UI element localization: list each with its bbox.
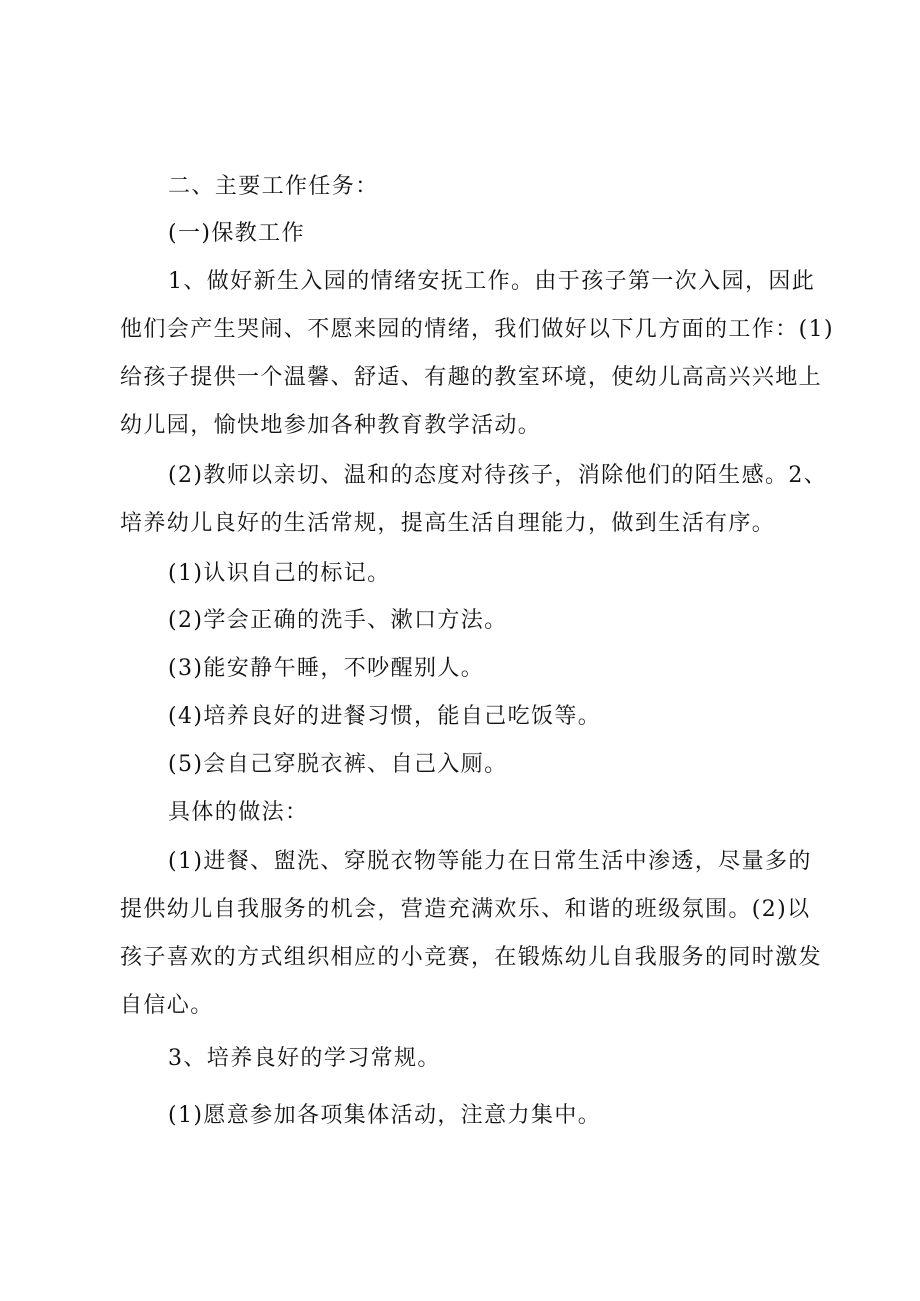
paragraph-line: (2)教师以亲切、温和的态度对待孩子，消除他们的陌生感。2、 (168, 463, 828, 488)
paragraph-line: 提供幼儿自我服务的机会，营造充满欢乐、和谐的班级氛围。(2)以 (120, 897, 811, 922)
paragraph-line: 培养幼儿良好的生活常规，提高生活自理能力，做到生活有序。 (120, 511, 776, 536)
list-item: (4)培养良好的进餐习惯，能自己吃饭等。 (168, 704, 602, 729)
paragraph-line: (1)进餐、盥洗、穿脱衣物等能力在日常生活中渗透，尽量多的 (168, 849, 812, 874)
list-item: (1)认识自己的标记。 (168, 561, 391, 586)
section-heading: 二、主要工作任务： (168, 174, 379, 199)
paragraph-heading: 具体的做法： (168, 800, 309, 825)
list-item: (2)学会正确的洗手、漱口方法。 (168, 608, 508, 633)
paragraph-line: 1、做好新生入园的情绪安抚工作。由于孩子第一次入园，因此 (168, 269, 816, 294)
paragraph-line: 幼儿园，愉快地参加各种教育教学活动。 (120, 413, 542, 438)
list-item: (3)能安静午睡，不吵醒别人。 (168, 656, 485, 681)
list-item: (1)愿意参加各项集体活动，注意力集中。 (168, 1103, 602, 1128)
section-item: 3、培养良好的学习常规。 (168, 1046, 441, 1071)
paragraph-line: 孩子喜欢的方式组织相应的小竞赛，在锻炼幼儿自我服务的同时激发 (120, 945, 823, 970)
subsection-heading: (一)保教工作 (168, 221, 305, 246)
list-item: (5)会自己穿脱衣裤、自己入厕。 (168, 752, 508, 777)
paragraph-line: 给孩子提供一个温馨、舒适、有趣的教室环境，使幼儿高高兴兴地上 (120, 365, 823, 390)
paragraph-line: 他们会产生哭闹、不愿来园的情绪，我们做好以下几方面的工作：(1) (120, 317, 834, 342)
paragraph-line: 自信心。 (120, 993, 214, 1018)
